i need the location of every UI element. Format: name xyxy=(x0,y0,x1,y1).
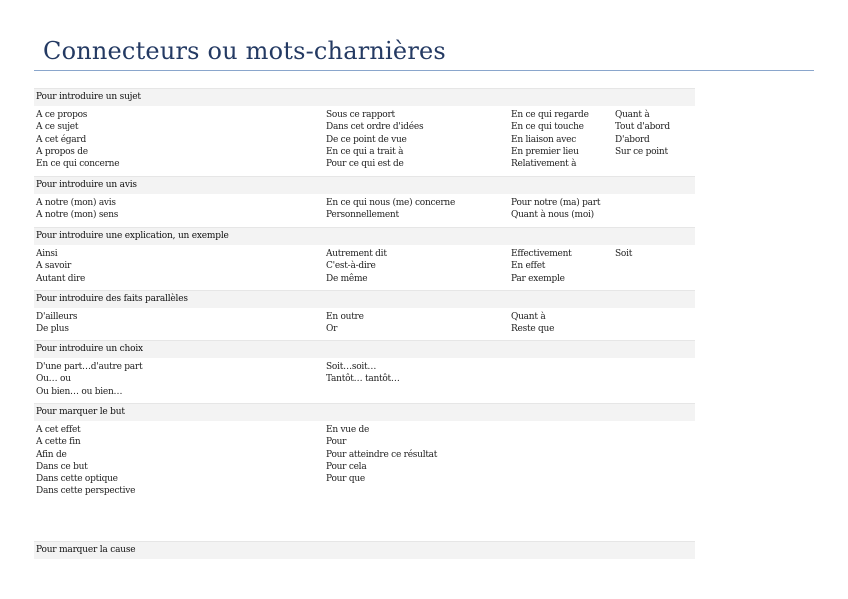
connector-item: Soit xyxy=(615,249,633,259)
title-underline xyxy=(34,70,814,71)
connector-item: Quant à xyxy=(511,312,546,322)
section-heading xyxy=(34,227,695,245)
connector-item: Ou… ou xyxy=(36,374,71,385)
connector-item: En ce qui regarde xyxy=(511,110,589,120)
connector-item: A notre (mon) sens xyxy=(36,210,119,221)
connector-item: Par exemple xyxy=(511,273,565,284)
connector-item: Personnellement xyxy=(326,210,399,221)
connector-item: A savoir xyxy=(36,261,72,272)
connector-item: A ce propos xyxy=(36,110,88,120)
connector-item: A ce sujet xyxy=(36,122,79,133)
connector-column xyxy=(326,109,423,170)
connector-item: En vue de xyxy=(326,425,370,435)
connector-column xyxy=(36,197,118,222)
connector-item: Tantôt… tantôt… xyxy=(326,374,400,385)
connector-column xyxy=(326,424,437,485)
section-heading-text: Pour introduire un avis xyxy=(36,180,137,190)
connector-item: Afin de xyxy=(36,449,67,460)
connector-item: Pour ce qui est de xyxy=(326,159,404,170)
connector-item: Quant à nous (moi) xyxy=(511,210,594,221)
connector-item: Soit…soit… xyxy=(326,362,377,372)
section-heading xyxy=(34,541,695,559)
page-title: Connecteurs ou mots-charnières xyxy=(43,37,446,65)
connector-column xyxy=(326,361,400,386)
connector-item: Reste que xyxy=(511,324,555,335)
connector-item: En outre xyxy=(326,312,364,322)
connector-column xyxy=(36,109,119,170)
connector-item: D'une part…d'autre part xyxy=(36,362,143,372)
connector-item: A cet effet xyxy=(36,425,81,435)
connector-column xyxy=(326,311,364,336)
connector-item: Sur ce point xyxy=(615,146,668,157)
connector-item: De ce point de vue xyxy=(326,134,407,145)
connector-item: Tout d'abord xyxy=(615,122,670,133)
connector-item: Dans cet ordre d'idées xyxy=(326,122,424,133)
connector-item: Effectivement xyxy=(511,249,572,259)
connector-item: C'est-à-dire xyxy=(326,261,376,272)
connector-item: Dans cette optique xyxy=(36,474,118,485)
section-heading-text: Pour introduire un choix xyxy=(36,344,143,354)
connector-item: Autant dire xyxy=(36,273,86,284)
section-heading-text: Pour marquer la cause xyxy=(36,545,136,555)
section-heading-text: Pour introduire un sujet xyxy=(36,92,141,102)
section-heading xyxy=(34,176,695,194)
connector-column xyxy=(511,109,589,170)
connector-column xyxy=(615,248,632,260)
connector-column xyxy=(36,424,135,498)
connector-item: Dans cette perspective xyxy=(36,486,136,497)
connector-item: A cet égard xyxy=(36,134,86,145)
connector-item: En liaison avec xyxy=(511,134,576,145)
connector-item: De plus xyxy=(36,324,69,335)
connector-item: Sous ce rapport xyxy=(326,110,395,120)
connector-item: En ce qui touche xyxy=(511,122,584,133)
connector-item: Pour atteindre ce résultat xyxy=(326,449,438,460)
connector-item: A cette fin xyxy=(36,437,81,448)
connector-item: Relativement à xyxy=(511,159,577,170)
connector-column xyxy=(511,311,554,336)
connector-item: En premier lieu xyxy=(511,146,579,157)
section-heading-text: Pour marquer le but xyxy=(36,407,125,417)
connector-item: De même xyxy=(326,273,368,284)
connector-item: A propos de xyxy=(36,146,88,157)
connector-column xyxy=(511,197,600,222)
section-heading-text: Pour introduire des faits parallèles xyxy=(36,294,188,304)
connector-item: Dans ce but xyxy=(36,461,88,472)
connector-item: D'abord xyxy=(615,134,650,145)
connector-item: En ce qui concerne xyxy=(36,159,120,170)
connector-item: En ce qui a trait à xyxy=(326,146,404,157)
section-heading xyxy=(34,403,695,421)
connector-column xyxy=(615,109,670,158)
connector-item: En effet xyxy=(511,261,546,272)
connector-item: Pour que xyxy=(326,474,365,485)
connector-column xyxy=(511,248,572,285)
connector-column xyxy=(326,248,387,285)
connector-column xyxy=(36,361,142,398)
section-heading xyxy=(34,290,695,308)
connector-item: En ce qui nous (me) concerne xyxy=(326,198,456,208)
connector-item: Pour xyxy=(326,437,347,448)
connector-item: Ainsi xyxy=(36,249,58,259)
connector-column xyxy=(326,197,455,222)
connector-column xyxy=(36,248,85,285)
connector-item: Pour cela xyxy=(326,461,367,472)
connector-item: Or xyxy=(326,324,338,335)
section-heading xyxy=(34,88,695,106)
connector-item: Ou bien… ou bien… xyxy=(36,386,123,397)
section-heading-text: Pour introduire une explication, un exemple xyxy=(36,231,229,241)
section-heading xyxy=(34,340,695,358)
connector-item: Autrement dit xyxy=(326,249,387,259)
connector-item: Quant à xyxy=(615,110,650,120)
connector-item: A notre (mon) avis xyxy=(36,198,116,208)
connector-column xyxy=(36,311,77,336)
connector-item: D'ailleurs xyxy=(36,312,78,322)
connector-item: Pour notre (ma) part xyxy=(511,198,601,208)
